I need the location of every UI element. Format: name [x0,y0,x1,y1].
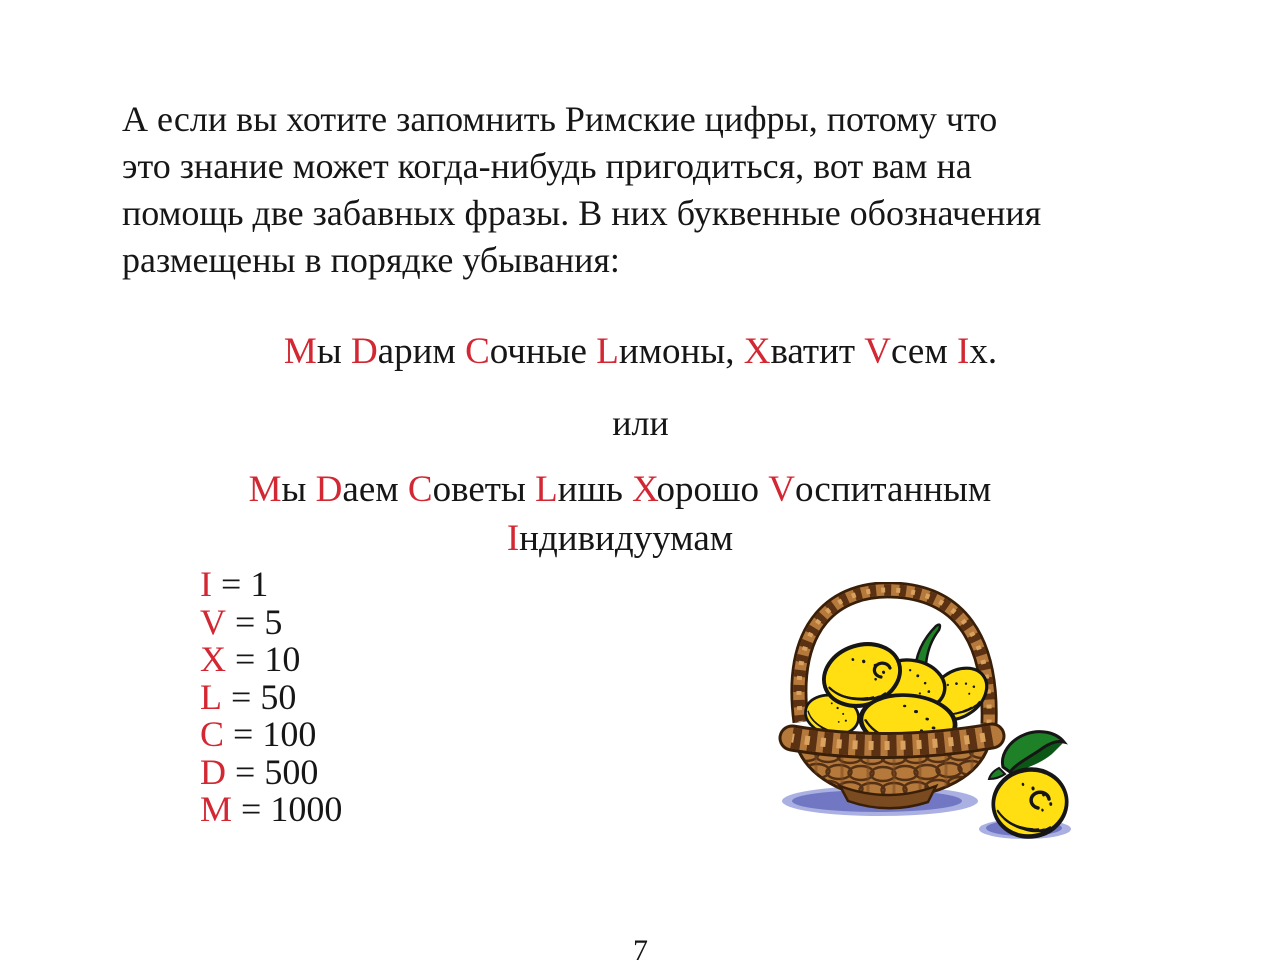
phrase-text: ы [281,469,316,510]
intro-line-1: А если вы хотите запомнить Римские цифры, потому что [122,99,998,139]
equals-sign: = [241,789,262,829]
roman-value: 10 [264,639,301,679]
intro-line-2: это знание может когда-нибудь пригодиться, вот вам на [122,146,972,186]
roman-letter: D [200,751,226,792]
mnemonic-phrase-2-line-1 [0,465,1240,514]
red-initial-letter: V [768,469,795,510]
phrase-text: ишь [557,469,633,510]
phrase-text: очные [489,331,597,372]
phrase-text: оветы [432,469,536,510]
equals-sign: = [221,564,242,604]
page-number: 7 [633,934,648,967]
red-initial-letter: С [465,331,490,372]
roman-value-row-M [200,791,342,829]
roman-value-row-L [200,676,342,717]
red-initial-letter: L [535,469,558,510]
equals-sign: = [233,714,254,754]
phrase-text: х. [969,331,998,372]
roman-numeral-values [200,566,342,829]
phrase-text: аем [342,469,408,510]
equals-sign: = [231,676,252,717]
red-initial-letter: D [350,331,378,372]
roman-value-row-X [200,641,342,679]
lemon-leaf [1002,732,1064,772]
lemon-basket-illustration [778,582,1090,866]
red-initial-letter: V [864,331,892,372]
roman-value-row-V [200,601,342,642]
intro-line-3: помощь две забавных фразы. В них буквенные обозначения [122,193,1042,233]
equals-sign: = [235,601,256,642]
red-initial-letter: М [283,331,317,372]
phrase-text: сем [891,331,957,372]
red-initial-letter: I [506,518,520,559]
roman-value: 1 [250,564,269,604]
red-initial-letter: Х [632,469,657,510]
phrase-text: оспитанным [794,469,992,510]
roman-letter: M [200,789,233,829]
mnemonic-phrase-2-line-2 [0,514,1240,563]
roman-value: 50 [260,676,297,717]
red-initial-letter: Х [743,331,771,372]
roman-value-row-D [200,751,342,792]
roman-value-row-C [200,716,342,754]
red-initial-letter: L [596,331,619,372]
red-initial-letter: I [957,331,970,372]
intro-paragraph [122,96,1222,284]
mnemonic-phrase-1 [0,330,1281,373]
lemon-stem [989,768,1005,779]
red-initial-letter: М [248,469,282,510]
red-initial-letter: С [407,469,433,510]
roman-value-row-I [200,566,342,604]
red-initial-letter: D [315,469,343,510]
phrase-text: ватит [770,331,865,372]
roman-letter: L [200,676,222,717]
roman-value: 1000 [270,789,343,829]
intro-line-4: размещены в порядке убывания: [122,240,620,280]
roman-value: 5 [264,601,283,642]
roman-letter: V [200,601,226,642]
roman-value: 500 [264,751,319,792]
roman-value: 100 [262,714,317,754]
roman-letter: X [200,639,226,679]
phrase-text: орошо [656,469,769,510]
lemon-stem [916,625,940,664]
phrase-separator: или [612,403,669,443]
equals-sign: = [235,751,256,792]
phrase-text: ы [316,331,351,372]
phrase-text: ндивидуумам [519,518,734,559]
equals-sign: = [235,639,256,679]
phrase-text: арим [377,331,466,372]
roman-letter: C [200,714,225,754]
mnemonic-phrase-2 [0,465,1240,563]
roman-letter: I [200,564,212,604]
phrase-text: имоны, [618,331,744,372]
